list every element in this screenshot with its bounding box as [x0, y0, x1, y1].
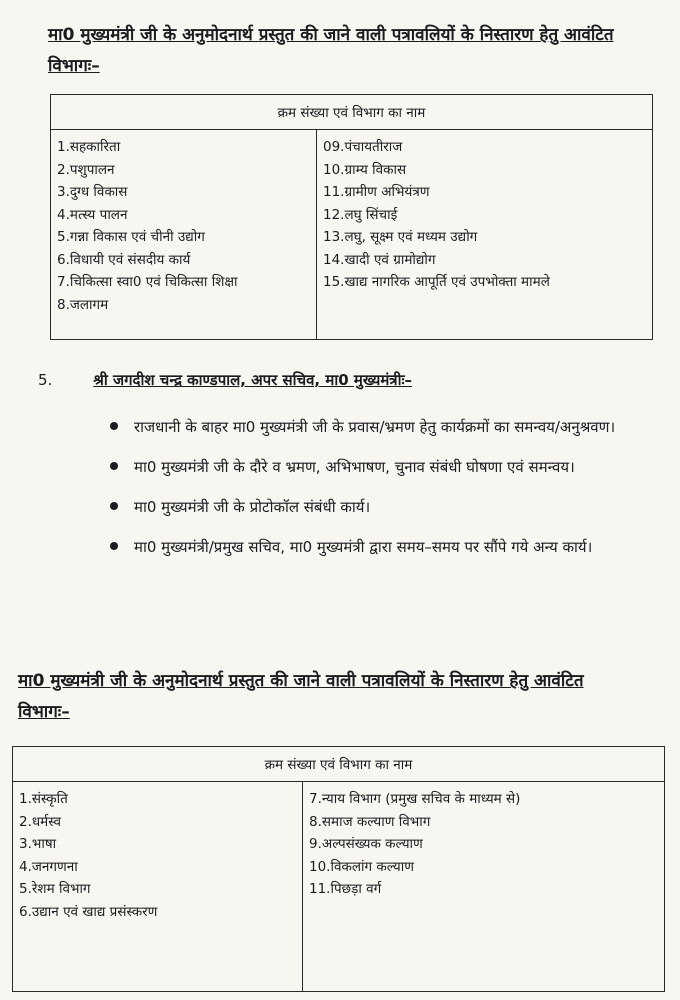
- list-item: 9.अल्पसंख्यक कल्याण: [309, 836, 423, 852]
- section2-heading-line2: विभागः–: [18, 702, 70, 722]
- list-item: 09.पंचायतीराज: [323, 139, 403, 155]
- list-item: 7.न्याय विभाग (प्रमुख सचिव के माध्यम से): [309, 791, 521, 807]
- list-item: 5.गन्ना विकास एवं चीनी उद्योग: [57, 229, 205, 245]
- list-item: 6.विधायी एवं संसदीय कार्य: [57, 251, 191, 268]
- list-item: 1.संस्कृति: [19, 791, 68, 807]
- list-item: 4.मत्स्य पालन: [57, 206, 128, 223]
- list-item: 7.चिकित्सा स्वा0 एवं चिकित्सा शिक्षा: [57, 274, 238, 290]
- list-item: 8.जलागम: [57, 296, 109, 313]
- bullet-icon: [110, 422, 118, 430]
- list-item: 11.पिछड़ा वर्ग: [309, 881, 382, 897]
- duty-item: [110, 530, 650, 564]
- right-column: [317, 130, 653, 340]
- duty-text: मा0 मुख्यमंत्री/प्रमुख सचिव, मा0 मुख्यमंत्री द्वारा समय–समय पर सौंपे गये अन्य कार्य।: [134, 538, 593, 556]
- list-item: 2.धर्मस्व: [19, 813, 62, 830]
- section1-heading-line1: मा0 मुख्यमंत्री जी के अनुमोदनार्थ प्रस्तुत की जाने वाली पत्रावलियों के निस्तारण हेतु आवंटित: [48, 25, 614, 45]
- duty-text: मा0 मुख्यमंत्री जी के दौरे व भ्रमण, अभिभाषण, चुनाव संबंधी घोषणा एवं समन्वय।: [134, 458, 575, 476]
- section2-department-table: [12, 746, 665, 992]
- section1-heading: [48, 22, 614, 76]
- list-item: 3.दुग्ध विकास: [57, 184, 128, 200]
- list-item: 3.भाषा: [19, 836, 57, 852]
- list-item: 10.विकलांग कल्याण: [309, 858, 415, 875]
- duties-list: [110, 410, 650, 570]
- section2-heading: [18, 668, 584, 722]
- list-item: 12.लघु सिंचाई: [323, 206, 398, 223]
- list-item: 11.ग्रामीण अभियंत्रण: [323, 184, 430, 200]
- duty-item: [110, 450, 650, 484]
- section1-department-table: [50, 94, 653, 340]
- right-column: [303, 782, 665, 992]
- table-header: क्रम संख्या एवं विभाग का नाम: [51, 95, 653, 130]
- bullet-icon: [110, 462, 118, 470]
- duty-item: [110, 490, 650, 524]
- duty-item: [110, 410, 650, 444]
- list-item: 2.पशुपालन: [57, 161, 115, 178]
- list-item: 1.सहकारिता: [57, 139, 121, 155]
- section5-heading: [38, 370, 412, 390]
- left-column: [51, 130, 317, 340]
- list-item: 13.लघु, सूक्ष्म एवं मध्यम उद्योग: [323, 229, 478, 245]
- list-item: 14.खादी एवं ग्रामोद्योग: [323, 251, 436, 268]
- list-item: 15.खाद्य नागरिक आपूर्ति एवं उपभोक्ता मामले: [323, 274, 550, 290]
- bullet-icon: [110, 542, 118, 550]
- list-item: 4.जनगणना: [19, 858, 78, 875]
- officer-title: श्री जगदीश चन्द्र काण्डपाल, अपर सचिव, मा0 मुख्यमंत्रीः–: [93, 371, 412, 389]
- section-number: 5.: [38, 371, 53, 389]
- bullet-icon: [110, 502, 118, 510]
- duty-text: मा0 मुख्यमंत्री जी के प्रोटोकॉल संबंधी कार्य।: [134, 498, 371, 516]
- list-item: 5.रेशम विभाग: [19, 881, 91, 897]
- section1-heading-line2: विभागः–: [48, 56, 100, 76]
- list-item: 6.उद्यान एवं खाद्य प्रसंस्करण: [19, 903, 158, 920]
- table-header: क्रम संख्या एवं विभाग का नाम: [13, 747, 665, 782]
- list-item: 10.ग्राम्य विकास: [323, 161, 407, 178]
- section2-heading-line1: मा0 मुख्यमंत्री जी के अनुमोदनार्थ प्रस्तुत की जाने वाली पत्रावलियों के निस्तारण हेतु आवंटित: [18, 671, 584, 691]
- duty-text: राजधानी के बाहर मा0 मुख्यमंत्री जी के प्रवास/भ्रमण हेतु कार्यक्रमों का समन्वय/अनुश्रवण।: [134, 418, 616, 436]
- list-item: 8.समाज कल्याण विभाग: [309, 813, 431, 830]
- left-column: [13, 782, 303, 992]
